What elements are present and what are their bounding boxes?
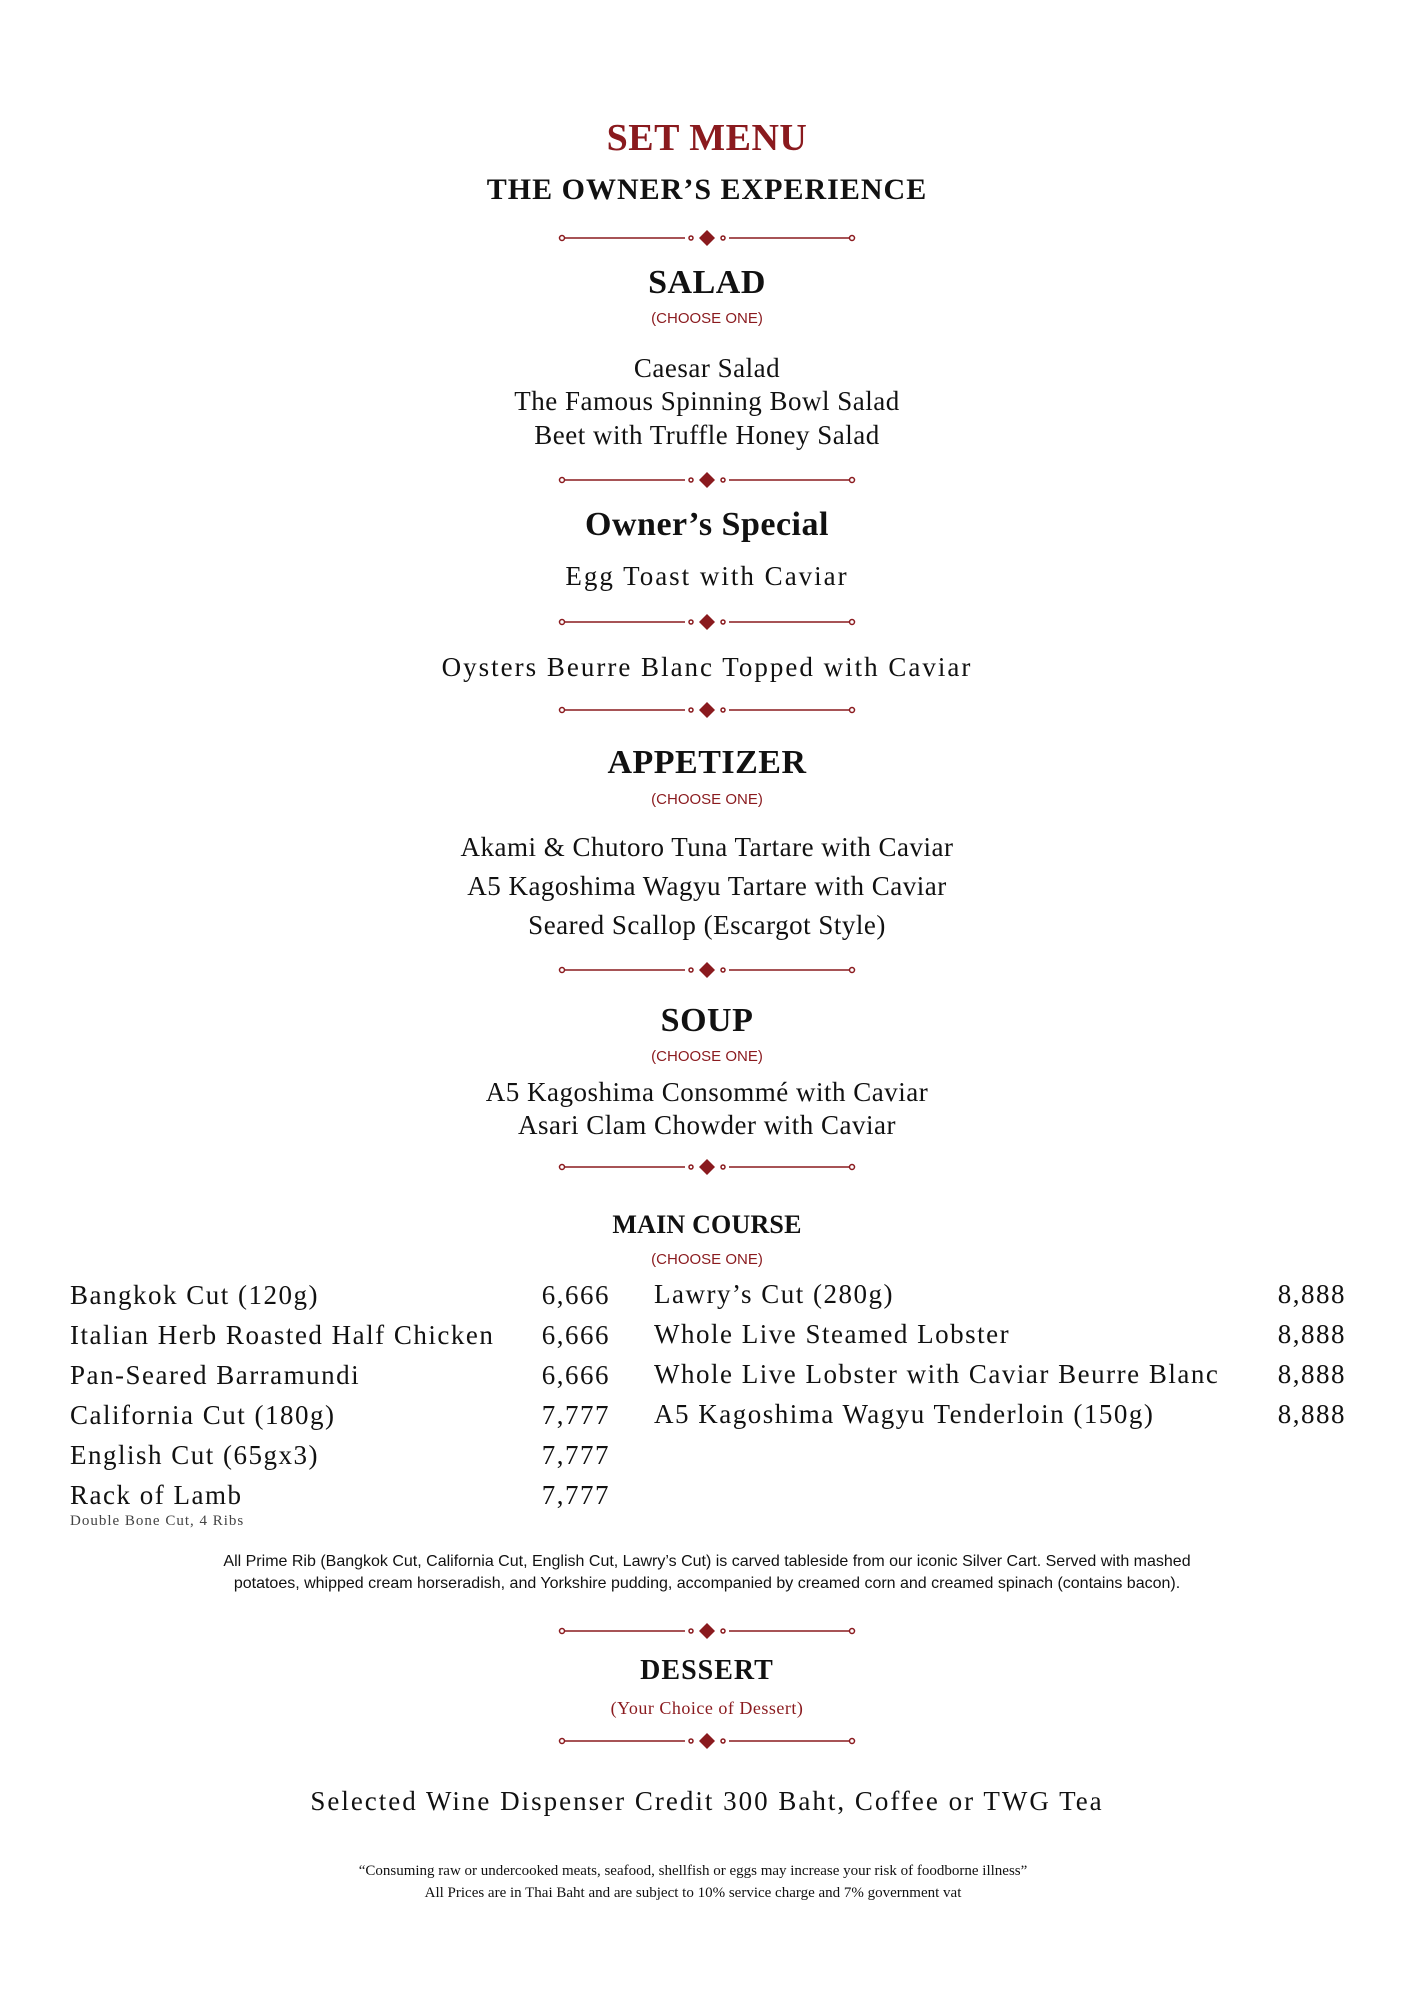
dish-name: Rack of Lamb [70, 1480, 243, 1510]
owners-special-heading: Owner’s Special [585, 506, 829, 543]
main-course-row [654, 1394, 1346, 1434]
soup-choose-one: (CHOOSE ONE) [651, 1048, 763, 1065]
dish-price: 8,888 [1277, 1399, 1346, 1429]
dish-name: English Cut (65gx3) [70, 1440, 319, 1470]
ornamental-divider [557, 228, 857, 248]
ornamental-divider [557, 1621, 857, 1641]
main-course-row [70, 1315, 610, 1355]
main-course-row [654, 1314, 1346, 1354]
dish-price: 6,666 [541, 1280, 610, 1310]
owners-special-item: Oysters Beurre Blanc Topped with Caviar [441, 652, 973, 682]
main-course-choose-one: (CHOOSE ONE) [651, 1251, 763, 1268]
soup-heading: SOUP [660, 1002, 754, 1039]
ornamental-divider [557, 700, 857, 720]
salad-item: The Famous Spinning Bowl Salad [514, 386, 900, 416]
salad-item: Beet with Truffle Honey Salad [534, 420, 880, 450]
dish-name: Bangkok Cut (120g) [70, 1280, 319, 1310]
main-course-heading: MAIN COURSE [612, 1210, 802, 1239]
foodborne-warning: “Consuming raw or undercooked meats, seafood, shellfish or eggs may increase your risk of foodborne illness” [358, 1863, 1028, 1879]
dish-name: California Cut (180g) [70, 1400, 336, 1430]
dish-price: 8,888 [1277, 1319, 1346, 1349]
salad-heading: SALAD [648, 264, 766, 301]
main-course-row [654, 1274, 1346, 1314]
dish-name: Pan-Seared Barramundi [70, 1360, 361, 1390]
ornamental-divider [557, 960, 857, 980]
beverage-line: Selected Wine Dispenser Credit 300 Baht, Coffee or TWG Tea [310, 1786, 1104, 1816]
main-course-row [70, 1395, 610, 1435]
dish-name: Lawry’s Cut (280g) [654, 1279, 894, 1309]
main-course-left-column [70, 1275, 610, 1530]
price-disclaimer: All Prices are in Thai Baht and are subject to 10% service charge and 7% government vat [424, 1885, 962, 1901]
salad-choose-one: (CHOOSE ONE) [651, 310, 763, 327]
appetizer-choose-one: (CHOOSE ONE) [651, 791, 763, 808]
ornamental-divider [557, 612, 857, 632]
dish-price: 7,777 [541, 1480, 610, 1510]
appetizer-item: Seared Scallop (Escargot Style) [528, 910, 886, 940]
menu-title: SET MENU [606, 117, 808, 159]
prime-rib-note-line: potatoes, whipped cream horseradish, and Yorkshire pudding, accompanied by creamed corn and creamed spinach (contains bacon). [233, 1575, 1181, 1592]
dessert-heading: DESSERT [640, 1655, 774, 1686]
dish-price: 6,666 [541, 1320, 610, 1350]
owners-special-item: Egg Toast with Caviar [565, 561, 849, 591]
main-course-right-column [654, 1274, 1346, 1434]
prime-rib-note-line: All Prime Rib (Bangkok Cut, California Cut, English Cut, Lawry’s Cut) is carved tableside from our iconic Silver Cart. Served with mashed [223, 1553, 1191, 1570]
dish-name: Italian Herb Roasted Half Chicken [70, 1320, 495, 1350]
dessert-choice: (Your Choice of Dessert) [610, 1698, 804, 1718]
dish-price: 8,888 [1277, 1279, 1346, 1309]
menu-subtitle: THE OWNER’S EXPERIENCE [486, 173, 928, 206]
lamb-note: Double Bone Cut, 4 Ribs [70, 1513, 245, 1529]
main-course-row [70, 1435, 610, 1475]
appetizer-heading: APPETIZER [607, 744, 807, 781]
salad-item: Caesar Salad [633, 353, 781, 383]
dish-name: Whole Live Lobster with Caviar Beurre Blanc [654, 1359, 1220, 1389]
dish-price: 7,777 [541, 1440, 610, 1470]
dish-name: Whole Live Steamed Lobster [654, 1319, 1011, 1349]
ornamental-divider [557, 470, 857, 490]
main-course-row [70, 1275, 610, 1315]
dish-price: 7,777 [541, 1400, 610, 1430]
soup-item: A5 Kagoshima Consommé with Caviar [485, 1077, 929, 1107]
main-course-row [654, 1354, 1346, 1394]
ornamental-divider [557, 1731, 857, 1751]
appetizer-item: A5 Kagoshima Wagyu Tartare with Caviar [467, 871, 947, 901]
dish-name: A5 Kagoshima Wagyu Tenderloin (150g) [654, 1399, 1155, 1429]
appetizer-item: Akami & Chutoro Tuna Tartare with Caviar [460, 832, 954, 862]
soup-item: Asari Clam Chowder with Caviar [518, 1110, 896, 1140]
dish-price: 8,888 [1277, 1359, 1346, 1389]
main-course-row [70, 1475, 610, 1515]
dish-price: 6,666 [541, 1360, 610, 1390]
prime-rib-note [0, 1551, 1414, 1595]
main-course-row [70, 1355, 610, 1395]
ornamental-divider [557, 1157, 857, 1177]
